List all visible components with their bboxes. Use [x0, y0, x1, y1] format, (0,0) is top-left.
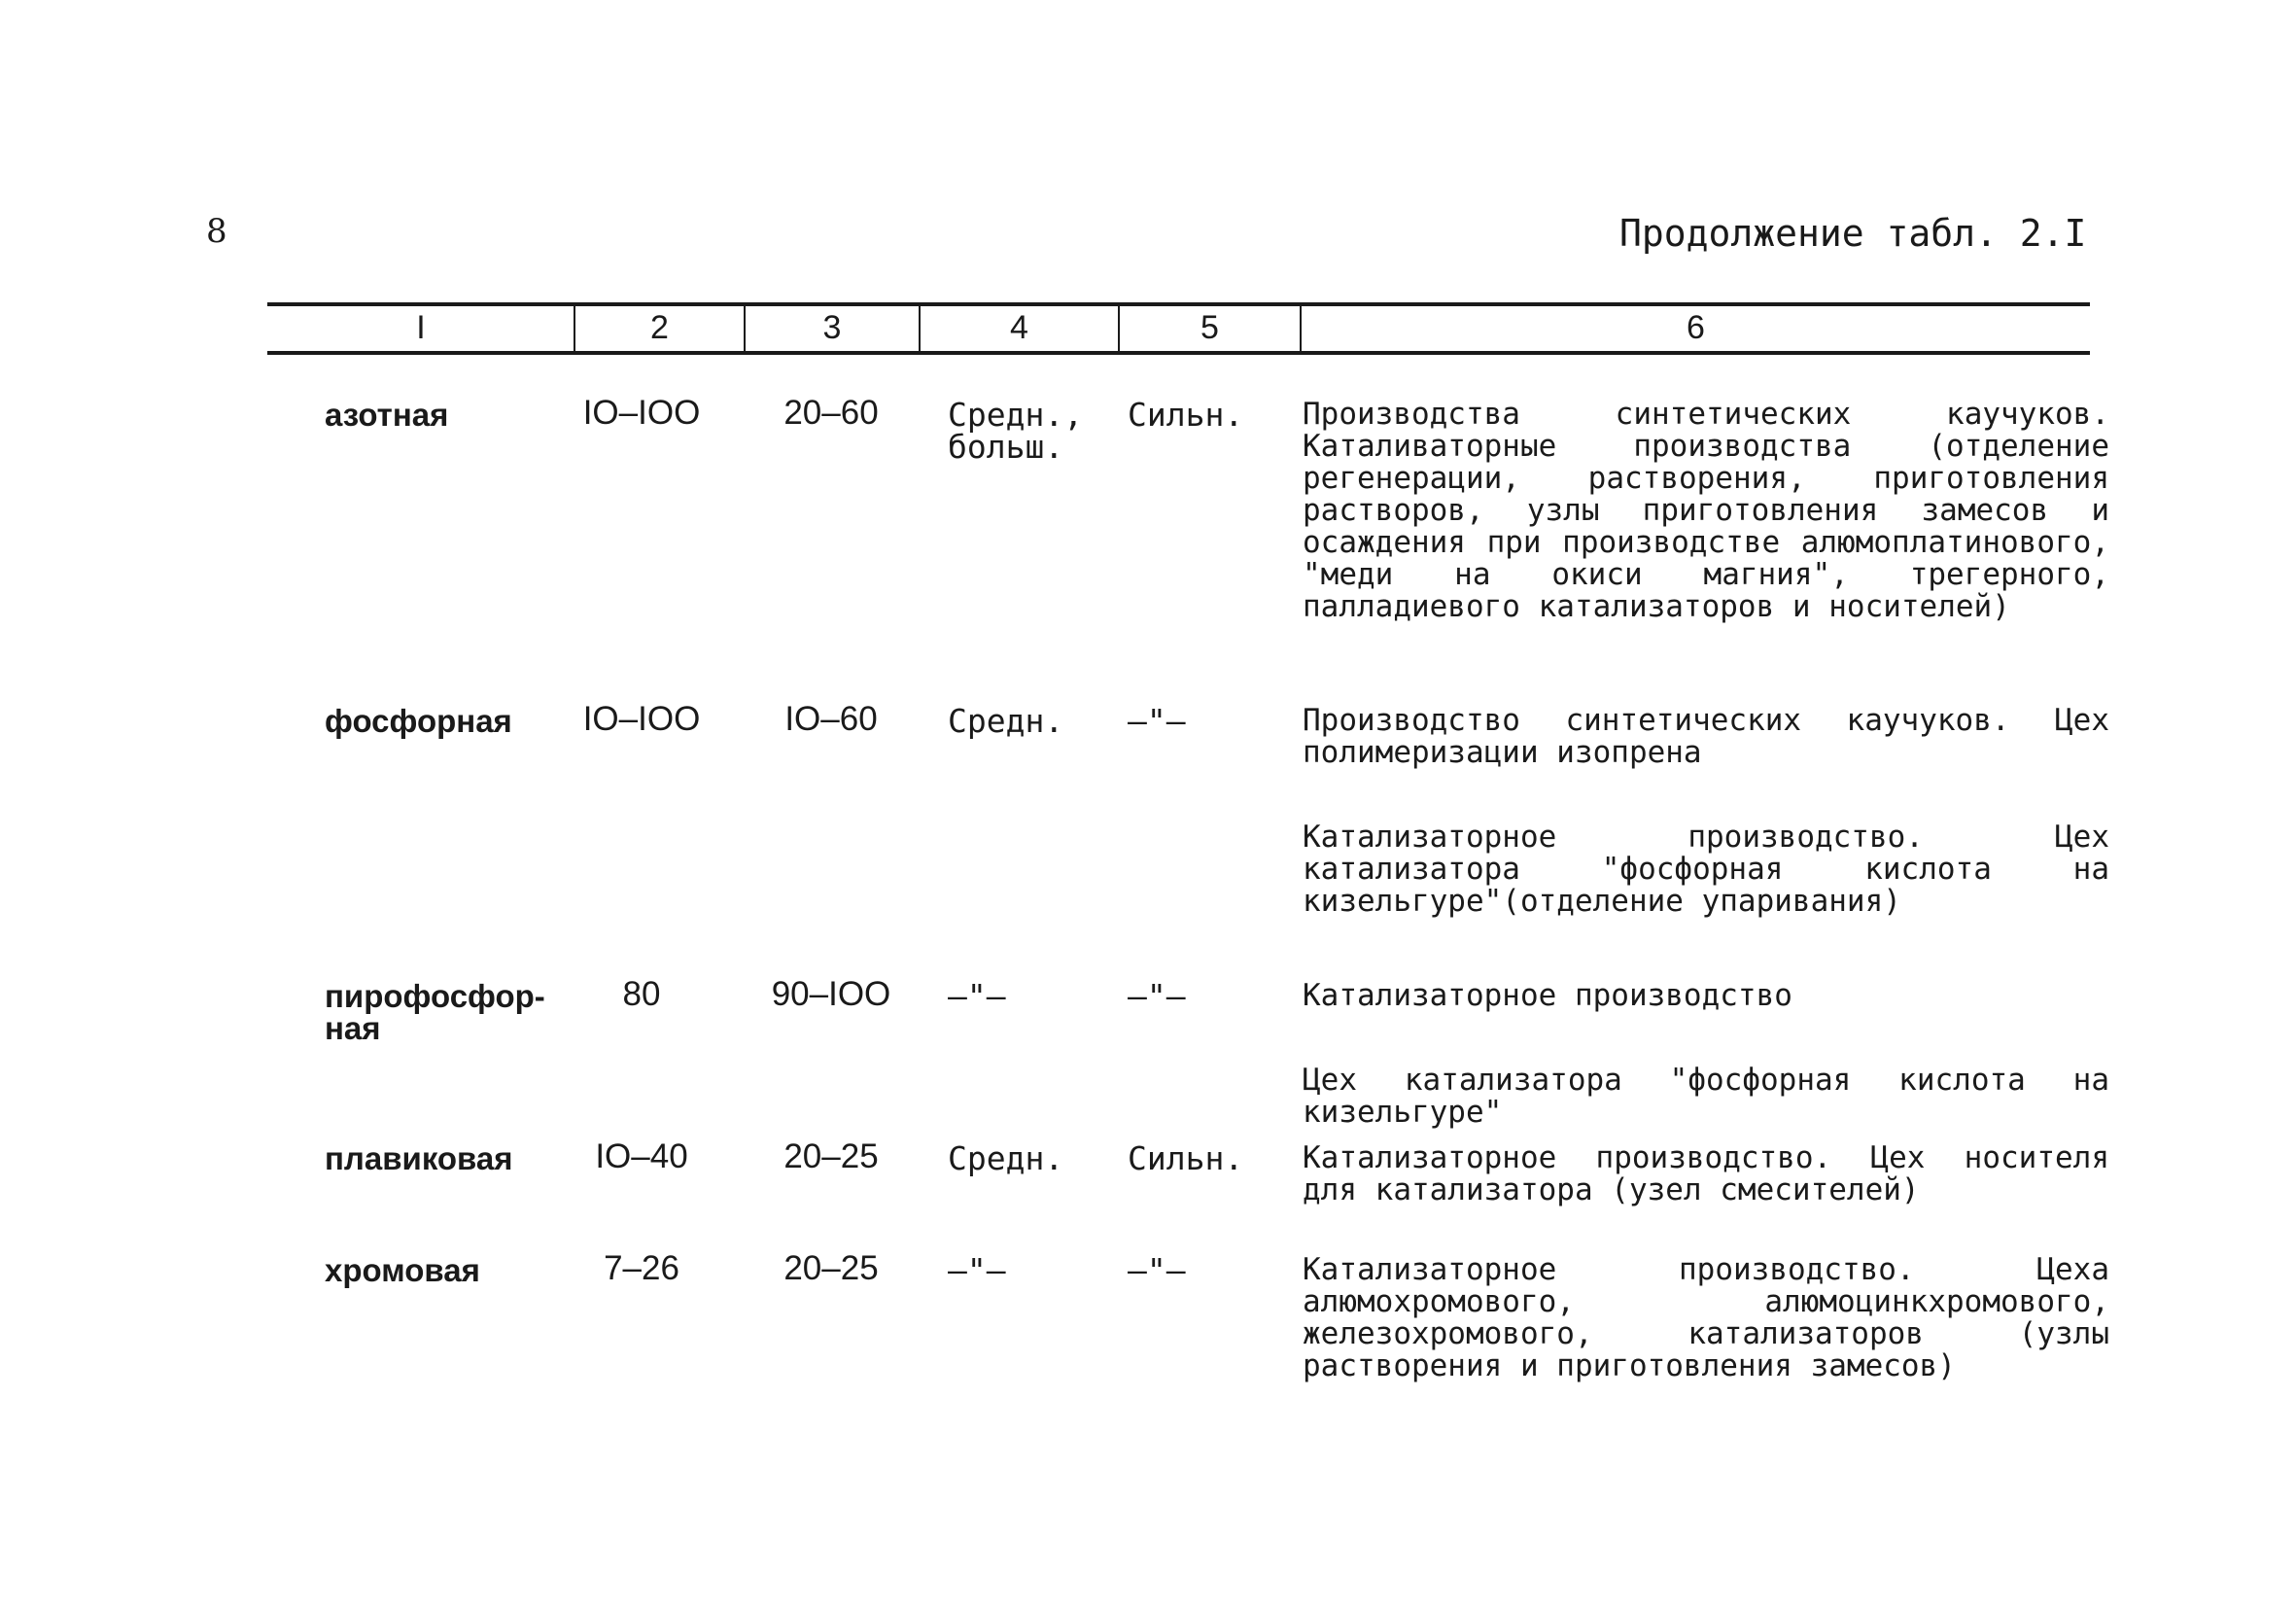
cell-acid: плавиковая — [325, 1140, 513, 1176]
table-top-rule — [267, 302, 2090, 306]
cell-description: Производство синтетических каучуков. Цех полимеризации изопрена — [1303, 703, 2109, 770]
cell-description: Катализаторное производство. Цеха алюмохромового, алюмоцинкхромового, железохромового, катализаторов (узлы растворения и приготовления замесов) — [1303, 1252, 2109, 1383]
column-header: I — [416, 309, 426, 346]
cell-description: Катализаторное производство — [1303, 978, 1792, 1013]
cell-description: Производства синтетических каучуков. Каталиваторные производства (отделение регенерации, растворения, приготовления растворов, узлы приготовления замесов и осаждения при производстве алюмоплатинового, "меди на окиси магния", трегерного, палладиевого катализаторов и носителей) — [1303, 397, 2109, 624]
cell-description: Катализаторное производство. Цех носителя для катализатора (узел смесителей) — [1303, 1140, 2109, 1207]
cell-concentration: 7–26 — [604, 1249, 679, 1287]
table-caption: Продолжение табл. 2.I — [1619, 212, 2087, 255]
cell-concentration: 80 — [622, 975, 661, 1013]
column-header: 4 — [1010, 309, 1028, 346]
cell-temperature: 20–25 — [783, 1249, 879, 1287]
column-header: 5 — [1200, 309, 1219, 346]
cell-acid: хромовая — [325, 1252, 480, 1288]
cell-col5: Сильн. — [1128, 1139, 1244, 1177]
table-header-rule — [267, 351, 2090, 355]
cell-temperature: 20–25 — [783, 1137, 879, 1175]
cell-description: Цех катализатора "фосфорная кислота на кизельгуре" — [1303, 1063, 2109, 1130]
cell-description: Катализаторное производство. Цех катализатора "фосфорная кислота на кизельгуре"(отделение упаривания) — [1303, 820, 2109, 919]
cell-col4: Средн., больш. — [948, 396, 1084, 466]
cell-concentration: IO–40 — [595, 1137, 688, 1175]
column-header: 6 — [1687, 309, 1705, 346]
cell-acid: азотная — [325, 397, 449, 433]
column-header: 2 — [650, 309, 669, 346]
cell-col5: –"– — [1128, 1251, 1186, 1289]
cell-col5: Сильн. — [1128, 396, 1244, 434]
cell-col5: –"– — [1128, 977, 1186, 1015]
cell-temperature: IO–60 — [784, 700, 878, 738]
cell-col4: –"– — [948, 977, 1006, 1015]
cell-concentration: IO–IOO — [582, 700, 701, 738]
cell-temperature: 20–60 — [783, 394, 879, 432]
cell-col5: –"– — [1128, 702, 1186, 740]
cell-col4: Средн. — [948, 702, 1064, 740]
cell-acid: пирофосфор- ная — [325, 978, 545, 1046]
cell-col4: Средн. — [948, 1139, 1064, 1177]
column-header: 3 — [822, 309, 842, 346]
cell-col4: –"– — [948, 1251, 1006, 1289]
page-number: 8 — [206, 212, 222, 251]
cell-acid: фосфорная — [325, 703, 512, 739]
cell-temperature: 90–IOO — [771, 975, 891, 1013]
cell-concentration: IO–IOO — [582, 394, 701, 432]
